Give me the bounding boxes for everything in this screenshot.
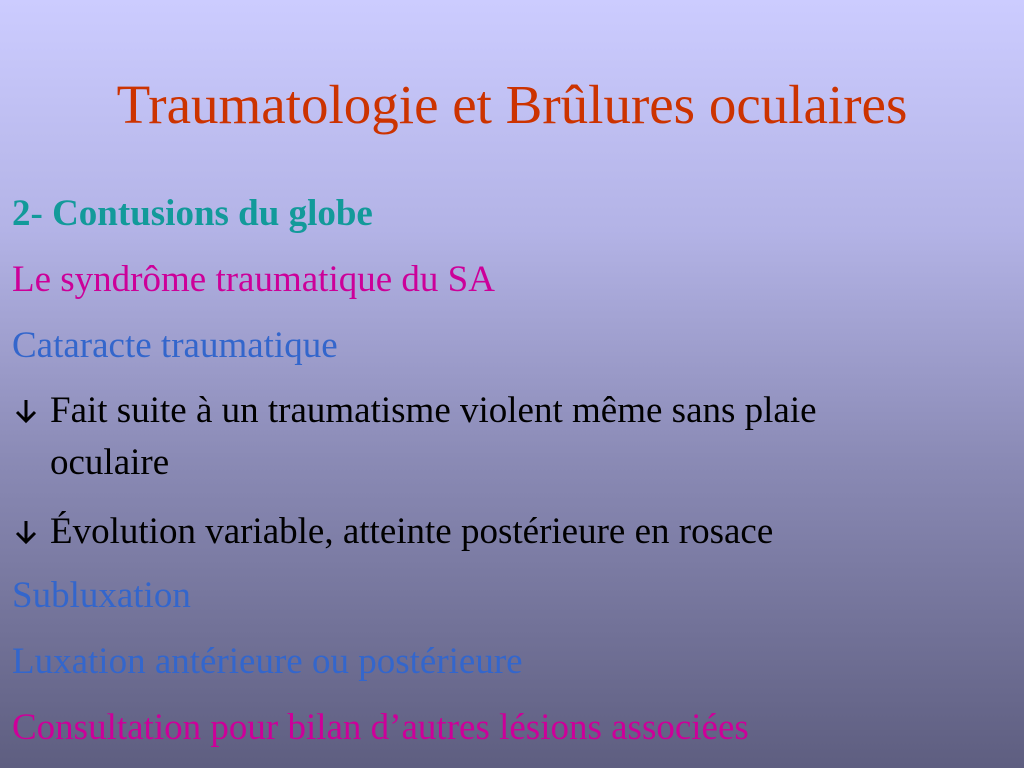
bullet-evolution — [12, 506, 1012, 558]
bullet-text-continuation: oculaire — [50, 442, 170, 483]
item-consultation: Consultation pour bilan d’autres lésions associées — [12, 707, 749, 748]
item-syndrome: Le syndrôme traumatique du SA — [12, 259, 495, 300]
slide-title: Traumatologie et Brûlures oculaires — [116, 74, 908, 135]
arrow-down-icon — [12, 506, 50, 558]
item-luxation: Luxation antérieure ou postérieure — [12, 641, 523, 682]
section-heading: 2- Contusions du globe — [12, 193, 373, 234]
bullet-fait-suite — [12, 385, 1012, 489]
item-cataracte: Cataracte traumatique — [12, 325, 338, 366]
bullet-text: Évolution variable, atteinte postérieure en rosace — [50, 511, 774, 552]
arrow-down-icon — [12, 385, 50, 437]
item-subluxation: Subluxation — [12, 575, 191, 616]
bullet-text: Fait suite à un traumatisme violent même sans plaie — [50, 390, 817, 431]
